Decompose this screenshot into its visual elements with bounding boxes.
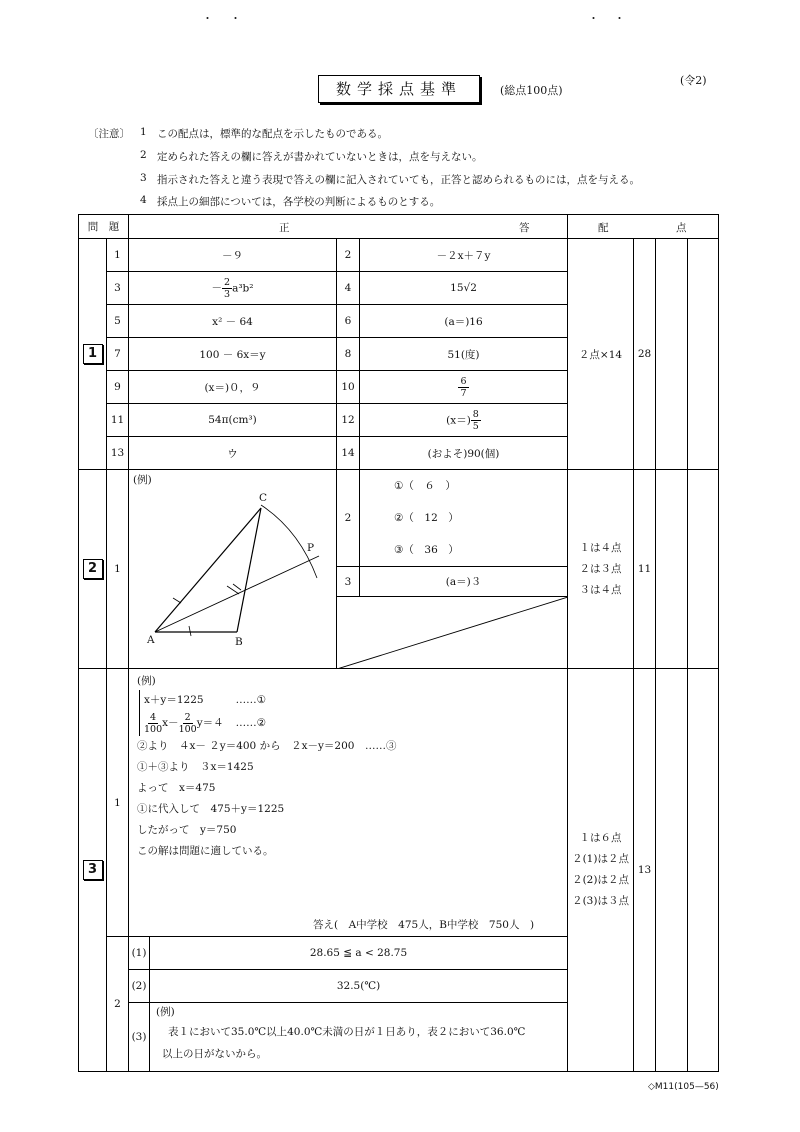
score-detail: ２点×14	[568, 239, 634, 470]
note-text: 採点上の細部については，各学校の判断によるものとする。	[157, 196, 441, 208]
page-title: 数学採点基準	[318, 75, 480, 103]
arc-mark	[173, 598, 181, 603]
header-score	[568, 215, 719, 239]
sub-number: 13	[107, 437, 129, 470]
note-text: この配点は，標準的な配点を示したものである。	[157, 128, 388, 140]
part-table	[129, 970, 567, 1002]
score-detail: １は４点 ２は３点 ３は４点	[568, 470, 634, 669]
sub-number: 2	[337, 239, 360, 272]
part-row	[129, 970, 568, 1003]
angle-bisector	[155, 556, 319, 632]
solution-line: ②より ４x－ ２y＝400 から ２x－y＝200 ……③	[137, 740, 397, 752]
sub-number: 8	[337, 338, 360, 371]
scoring-table	[78, 214, 719, 1072]
score-total: 13	[634, 669, 656, 1072]
question-number: 1	[83, 344, 103, 364]
question-number: 3	[83, 860, 103, 880]
answer-cell: x² － 64	[129, 305, 337, 338]
notes-label: 〔注意〕	[88, 128, 130, 140]
sub-number: 1	[107, 669, 129, 937]
solution-line: ①＋③より ３x＝1425	[137, 761, 254, 773]
sub-number: 2	[337, 470, 360, 567]
table-row	[79, 239, 719, 272]
fraction: $\frac{6}{7}$	[460, 375, 467, 399]
answer-cell: －２x＋７y	[360, 239, 568, 272]
note-num: 3	[140, 172, 147, 184]
fraction: $\frac{2}{3}$	[224, 276, 231, 300]
blank-crossed-cell	[337, 597, 568, 669]
answer-cell: －９	[129, 239, 337, 272]
arc-mark	[233, 584, 241, 590]
top-mark: ・	[202, 12, 213, 25]
point-b-label: B	[235, 636, 243, 648]
fraction: $\frac{4}{100}$	[144, 711, 163, 735]
sub-number: 10	[337, 371, 360, 404]
diagonal-strike	[337, 597, 568, 669]
score-total: 11	[634, 470, 656, 669]
sub-number: 1	[107, 470, 129, 669]
table-header-row	[79, 215, 719, 239]
final-answer: 答え( A中学校 475人，B中学校 750人 )	[313, 919, 535, 931]
answer-cell: 32.5(℃)	[336, 980, 381, 992]
note-text: 指示された答えと違う表現で答えの欄に記入されていても，正答と認められるものには，点を与える。	[157, 174, 640, 186]
point-c-label: C	[259, 492, 268, 504]
answer-cell: 28.65 ≦ a < 28.75	[309, 947, 408, 959]
answer-cell: 54π(cm³)	[129, 404, 337, 437]
fraction: $\frac{8}{5}$	[472, 408, 479, 432]
part-table	[129, 1003, 567, 1071]
answer-cell: (例) 表１において35.0℃以上40.0℃未満の日が１日あり，表２において36.0℃ 以上の日がないから。	[156, 1006, 526, 1060]
answer-cell: 100 － 6x＝y	[129, 338, 337, 371]
construction-cell	[129, 470, 337, 669]
note-num: 1	[140, 126, 147, 138]
answer-cell: ①（ ６ ） ②（ 12 ） ③（ 36 ）	[360, 470, 568, 567]
blank-score-cell	[656, 470, 688, 669]
header-problem: 問 題	[79, 215, 129, 239]
footer-code: ◇M11(105—56)	[648, 1082, 719, 1092]
solution-cell	[129, 669, 568, 937]
answer-cell: 51(度)	[360, 338, 568, 371]
header-answer-right: 答	[519, 222, 530, 234]
solution-line: したがって y＝750	[137, 824, 237, 836]
question-label	[79, 470, 107, 669]
header-answer-left: 正	[279, 222, 290, 234]
sub-number: 5	[107, 305, 129, 338]
score-detail: １は６点 ２(1)は２点 ２(2)は２点 ２(3)は３点	[568, 669, 634, 1072]
header-score-right: 点	[676, 222, 687, 234]
example-label: (例)	[137, 675, 156, 687]
header-score-left: 配	[598, 222, 609, 234]
point-p-label: P	[307, 542, 315, 554]
note-text: 定められた答えの欄に答えが書かれていないときは，点を与えない。	[157, 151, 483, 163]
sub-number: 1	[107, 239, 129, 272]
answer-cell: (a＝)16	[360, 305, 568, 338]
blank-score-cell	[688, 239, 719, 470]
sub-number: 4	[337, 272, 360, 305]
note-num: 4	[140, 194, 147, 206]
answer-cell: (およそ)90(個)	[360, 437, 568, 470]
blank-score-cell	[656, 239, 688, 470]
answer-cell: 15√2	[360, 272, 568, 305]
document-code: (令2)	[680, 74, 707, 87]
solution-line: ①に代入して 475＋y＝1225	[137, 803, 285, 815]
top-mark: ・	[588, 12, 599, 25]
point-a-label: A	[147, 634, 155, 646]
solution-line: この解は問題に適している。	[137, 845, 274, 857]
note-num: 2	[140, 149, 147, 161]
blank-score-cell	[656, 669, 688, 1072]
sub-number: 12	[337, 404, 360, 437]
total-points: (総点100点)	[500, 84, 563, 97]
top-mark: ・	[230, 12, 241, 25]
sub-number: 3	[107, 272, 129, 305]
answer-cell: － $\frac{2}{3}$ a³b²	[129, 272, 337, 305]
sub-number: 7	[107, 338, 129, 371]
part-row	[129, 1003, 568, 1072]
answer-cell: ウ	[129, 437, 337, 470]
table-row	[79, 470, 719, 567]
arc-mark	[189, 626, 191, 636]
segment-bc	[237, 508, 261, 632]
segment-ac	[155, 508, 261, 632]
sub-number: 3	[337, 567, 360, 597]
question-label	[79, 669, 107, 1072]
blank-score-cell	[688, 669, 719, 1072]
answer-cell	[360, 371, 568, 404]
solution-line: よって x＝475	[137, 782, 216, 794]
equation-system: x＋y＝1225 ……① $\frac{4}{100}$ x－ $\frac{2}{100}$ y＝４ ……②	[139, 690, 567, 736]
fraction: $\frac{2}{100}$	[178, 711, 197, 735]
construction-figure	[129, 470, 337, 670]
sub-number: 9	[107, 371, 129, 404]
sub-number: 2	[107, 937, 129, 1072]
answer-cell: (x＝)０，９	[129, 371, 337, 404]
part-table	[129, 937, 567, 969]
question-label	[79, 239, 107, 470]
question-number: 2	[83, 559, 103, 579]
table-row	[79, 669, 719, 937]
answer-cell: (x＝) $\frac{8}{5}$	[360, 404, 568, 437]
sub-number: 11	[107, 404, 129, 437]
blank-score-cell	[688, 470, 719, 669]
answer-cell: (a＝)３	[360, 567, 568, 597]
example-label: (例)	[133, 474, 152, 486]
header-answer	[129, 215, 568, 239]
part-number: (3)	[129, 1003, 150, 1071]
score-total: 28	[634, 239, 656, 470]
part-row	[129, 937, 568, 970]
sub-number: 6	[337, 305, 360, 338]
top-mark: ・	[614, 12, 625, 25]
sub-number: 14	[337, 437, 360, 470]
part-number: (1)	[129, 937, 150, 969]
part-number: (2)	[129, 970, 150, 1002]
